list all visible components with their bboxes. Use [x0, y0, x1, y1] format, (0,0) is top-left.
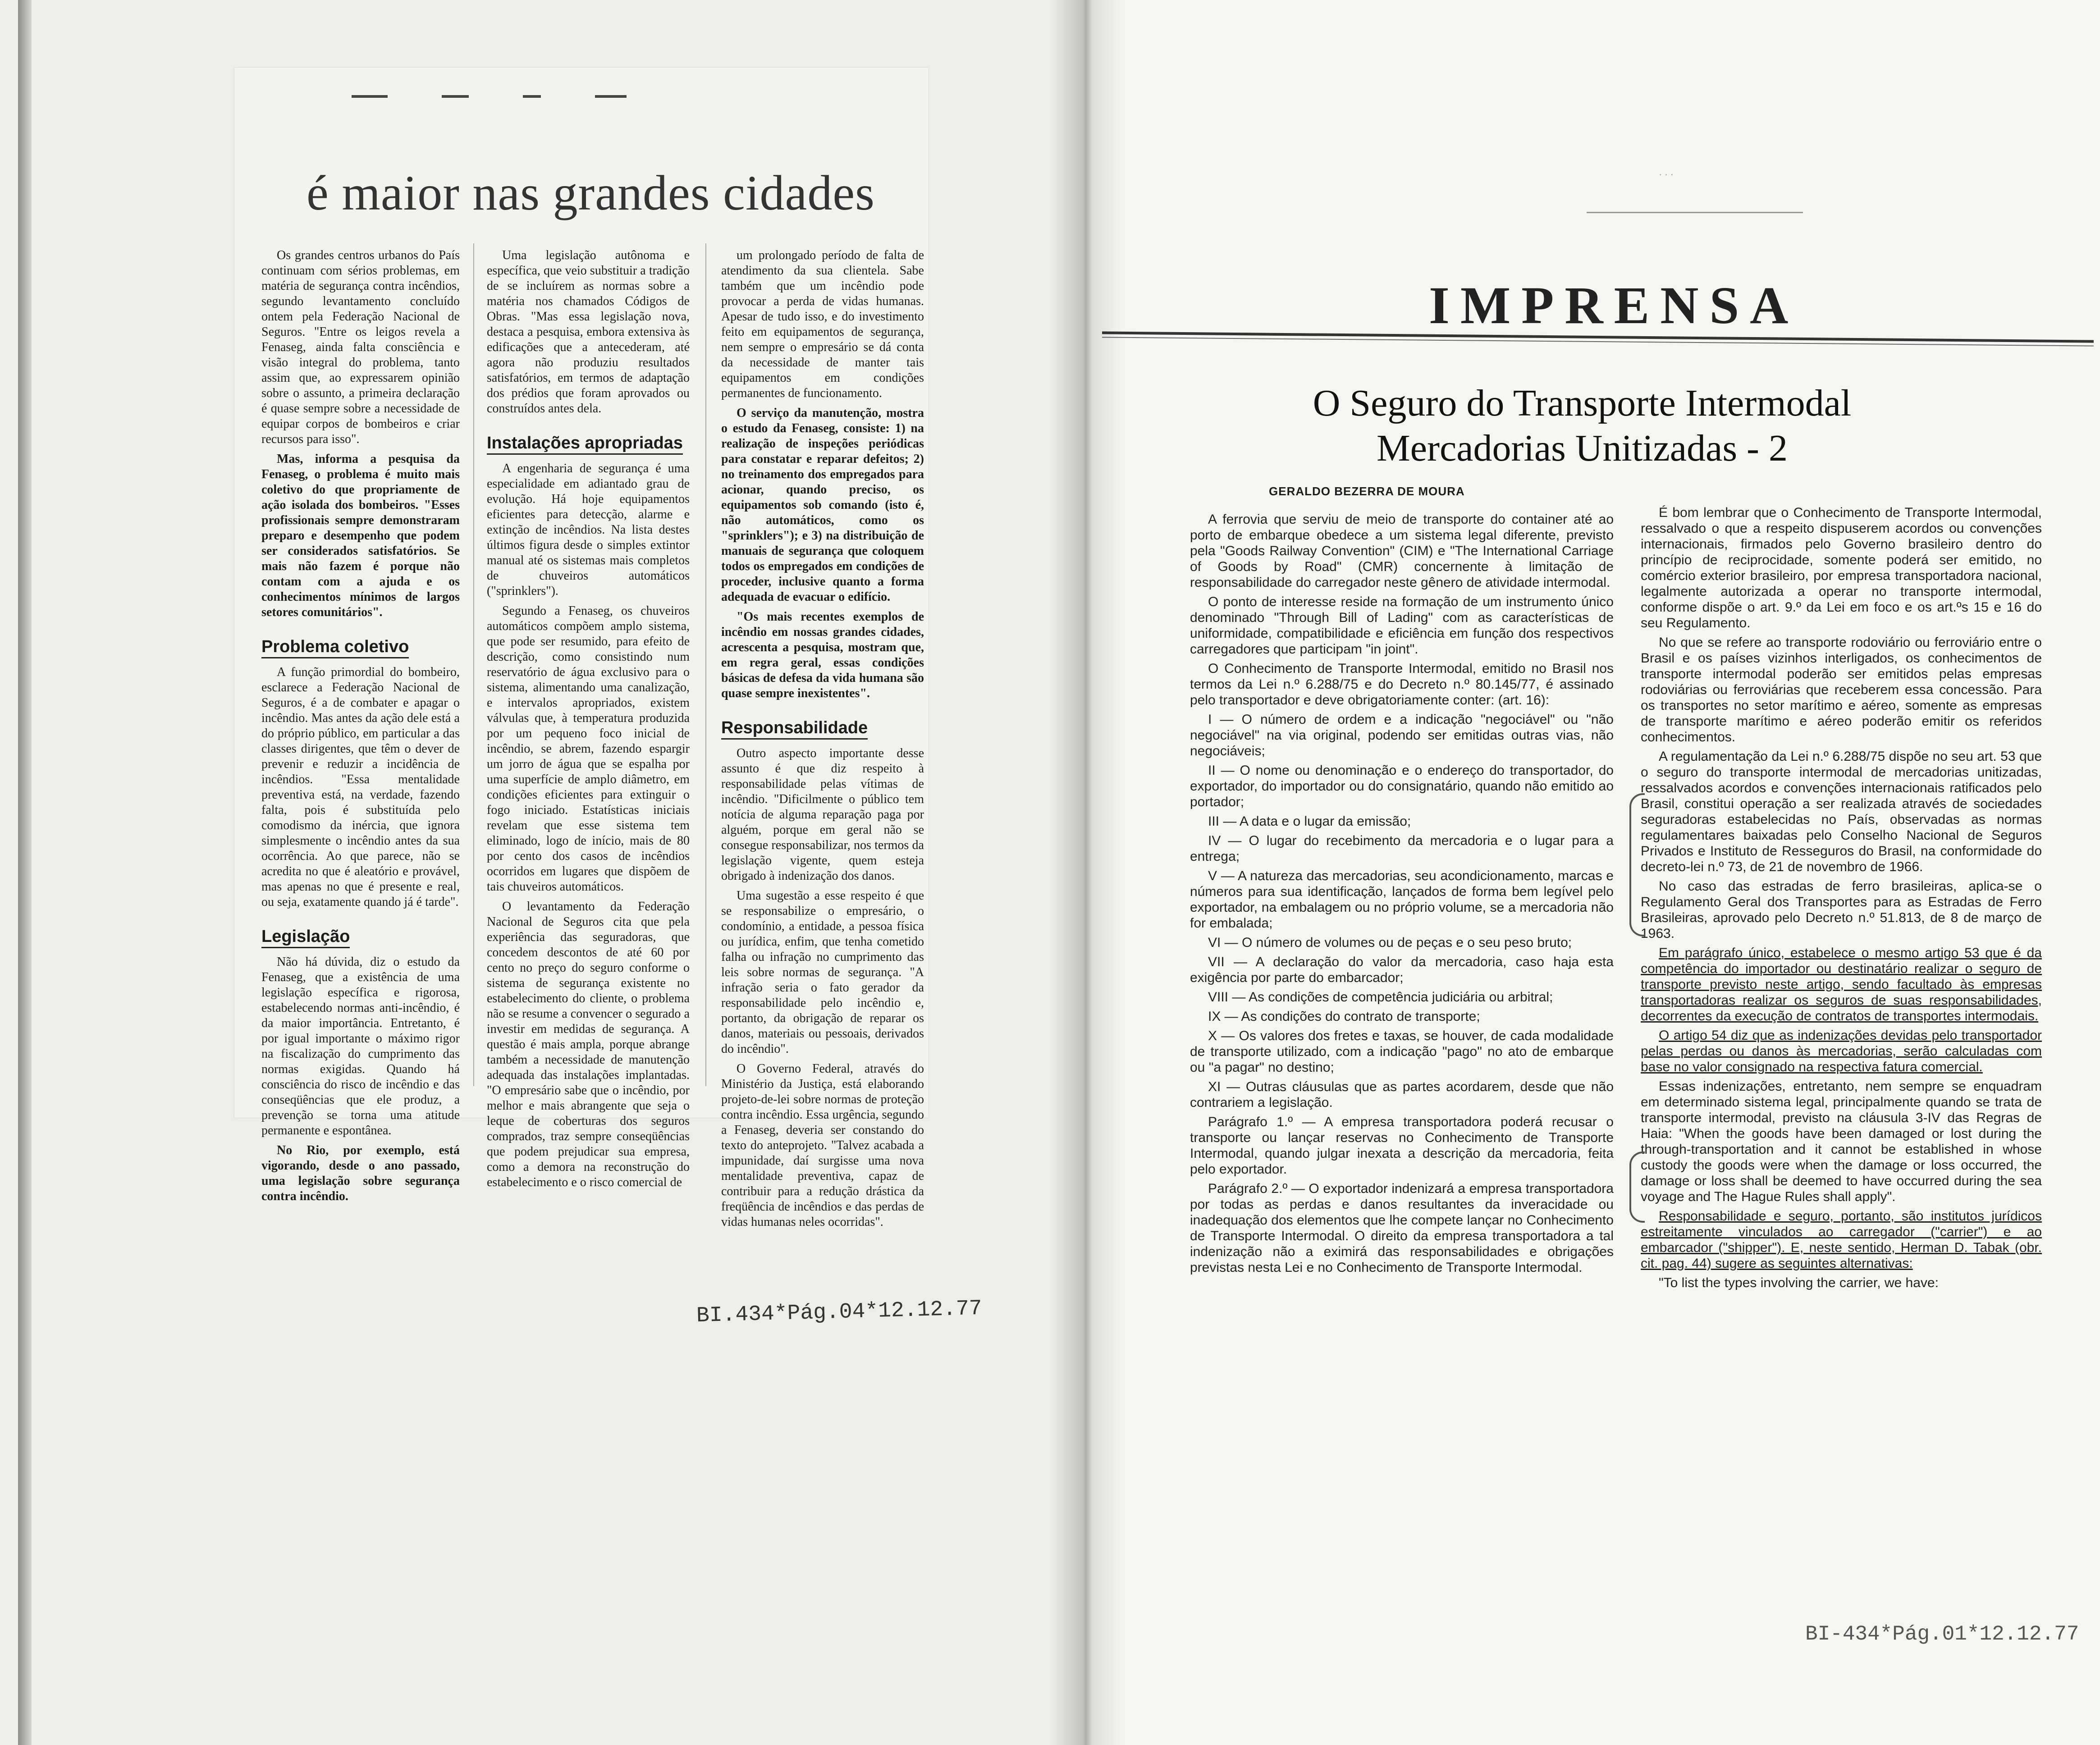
paragraph: "To list the types involving the carrier, we have: — [1659, 1275, 1939, 1290]
paragraph: um prolongado período de falta de atendimento da sua clientela. Sabe também que um incêndio pode provocar a perda de vidas humanas. Apesar de tudo isso, e do investimento feito em equipamentos de segurança, nem sempre o empresário se dá conta da necessidade de manter tais equipamentos em condições permanentes de funcionamento. — [721, 248, 924, 400]
paragraph: No caso das estradas de ferro brasileiras, aplica-se o Regulamento Geral dos Transportes para as Estradas de Ferro Brasileiras, aprovado pelo Decreto n.º 51.813, de 8 de março de 1963. — [1641, 879, 2042, 941]
article-headline — [1267, 381, 1898, 471]
paragraph: "Os mais recentes exemplos de incêndio em nossas grandes cidades, acrescenta a pesquisa, mostram que, em regra geral, essas condições básicas de defesa da vida humana são quase sempre inexistentes". — [721, 610, 924, 700]
paragraph: É bom lembrar que o Conhecimento de Transporte Intermodal, ressalvado o que a respeito dispuserem acordos ou convenções internacionais, firmados pelo Governo brasileiro dentro do princípio de reciprocidade, somente poderá ser emitido, no comércio exterior brasileiro, por empresa transportadora nacional, legalmente autorizada a operar no transporte intermodal, conforme dispõe o art. 9.º da Lei em foco e os art.ºs 15 e 16 do seu Regulamento. — [1641, 505, 2042, 630]
section-title: IMPRENSA — [1429, 276, 1799, 335]
margin-bracket-mark — [1629, 1151, 1645, 1223]
paragraph: Mas, informa a pesquisa da Fenaseg, o problema é muito mais coletivo do que propriamente de ação isolada dos bombeiros. "Esses profissionais sempre demonstraram preparo e desempenho que podem ser considerados satisfatórios. Se mais não fazem é porque não contam com a ajuda e os conhecimentos mínimos de largos setores comunitários". — [261, 452, 460, 619]
column-rule — [705, 243, 706, 1086]
paragraph: No Rio, por exemplo, está vigorando, desde o ano passado, uma legislação sobre segurança contra incêndio. — [261, 1143, 460, 1203]
list-item: VIII — As condições de competência judiciária ou arbitral; — [1208, 990, 1553, 1005]
list-item: III — A data e o lugar da emissão; — [1208, 814, 1411, 829]
subheading: Legislação — [261, 926, 350, 948]
article-column-right — [1641, 505, 2042, 1294]
paragraph: A regulamentação da Lei n.º 6.288/75 dispõe no seu art. 53 que o seguro do transporte intermodal de mercadorias unitizadas, ressalvados acordos e convenções internacionais ratificados pelo Brasil, constitui operação a ser realizada através de sociedades seguradoras estabelecidas no País, observadas as normas regulamentares baixadas pelo Conselho Nacional de Seguros Privados e Instituto de Resseguros do Brasil, na conformidade do decreto-lei n.º 73, de 21 de novembro de 1966. — [1641, 749, 2042, 874]
article-column-2 — [487, 248, 690, 1195]
subheading: Problema coletivo — [261, 636, 409, 658]
paragraph: O Governo Federal, através do Ministério da Justiça, está elaborando projeto-de-lei sobre normas de proteção contra incêndio. Essa urgência, segundo a Fenaseg, deveria ser constando do texto do anteprojeto. "Talvez acabada a impunidade, daí surgisse uma nova mentalidade preventiva, capaz de contribuir para a redução drástica da freqüência de incêndios e das perdas de vidas humanas neles ocorridas". — [721, 1062, 924, 1229]
paragraph: Os grandes centros urbanos do País continuam com sérios problemas, em matéria de segurança contra incêndios, segundo levantamento concluído ontem pela Federação Nacional de Seguros. "Entre os leigos revela a Fenaseg, ainda falta consciência e visão integral do problema, tanto assim que, ao expressarem opinião sobre o assunto, a primeira declaração é quase sempre sobre a necessidade de equipar corpos de bombeiros e criar recursos para isso". — [261, 248, 460, 446]
paragraph: O serviço da manutenção, mostra o estudo da Fenaseg, consiste: 1) na realização de inspeções periódicas para constatar e reparar defeitos; 2) no treinamento dos empregados para acionar, quando preciso, os equipamentos sob comando (isto é, não automáticos, como os "sprinklers"); e 3) na distribuição de manuais de segurança que coloquem todos os empregados em condições de proceder, inclusive quanto a forma adequada de evacuar o edifício. — [721, 406, 924, 604]
underlined-paragraph: Responsabilidade e seguro, portanto, são institutos jurídicos estreitamente vinculados ao carregador ("carrier") e ao embarcador ("shipper"). E, neste sentido, Herman D. Tabak (obr. cit. pag. 44) sugere as seguintes alternativas: — [1641, 1209, 2042, 1271]
list-item: IX — As condições do contrato de transporte; — [1208, 1009, 1480, 1024]
clipping-headline: é maior nas grandes cidades — [307, 165, 875, 220]
column-rule — [473, 243, 474, 1086]
paragraph: Uma legislação autônoma e específica, que veio substituir a tradição de se incluírem as normas sobre a matéria nos chamados Códigos de Obras. "Mas essa legislação nova, destaca a pesquisa, embora extensiva às edificações que a antecederam, até agora não produziu resultados satisfatórios, em termos de adaptação dos prédios que foram aprovados ou construídos antes dela. — [487, 248, 690, 416]
article-column-3 — [721, 248, 924, 1234]
paragraph: Não há dúvida, diz o estudo da Fenaseg, que a existência de uma legislação específica e rigorosa, estabelecendo normas anti-incêndio, é da maior importância. Entretanto, é por igual importante o máximo rigor na fiscalização do cumprimento das normas exigidas. Quando há consciência do risco de incêndio e das conseqüências que ele produz, a prevenção se torna uma atitude permanente e espontânea. — [261, 955, 460, 1137]
binding-edge — [18, 0, 32, 1745]
subheading: Responsabilidade — [721, 717, 868, 740]
paragraph: O Conhecimento de Transporte Intermodal, emitido no Brasil nos termos da Lei n.º 6.288/75 e do Decreto n.º 80.145/77, é assinado pelo transportador e deve obrigatoriamente conter: (art. 16): — [1190, 661, 1614, 708]
paragraph: No que se refere ao transporte rodoviário ou ferroviário entre o Brasil e os países vizinhos interligados, os conhecimentos de transporte intermodal poderão ser emitidos pelas empresas rodoviárias ou ferroviárias que receberem essa concessão. Para os transportes no setor marítimo e aéreo, somente as empresas de transporte marítimo e aéreo poderão emitir os referidos conhecimentos. — [1641, 635, 2042, 745]
faded-mark: · · · — [1659, 169, 1674, 180]
author-byline: GERALDO BEZERRA DE MOURA — [1269, 484, 1465, 498]
list-item: XI — Outras cláusulas que as partes acordarem, desde que não contrariem a legislação. — [1190, 1079, 1614, 1110]
article-column-left — [1190, 512, 1614, 1279]
headline-line-2: Mercadorias Unitizadas - 2 — [1377, 427, 1788, 469]
faded-rule — [1587, 212, 1803, 213]
torn-headline-remnant — [352, 92, 802, 105]
right-page — [1086, 0, 2100, 1745]
paragraph: O ponto de interesse reside na formação de um instrumento único denominado "Through Bill of Lading" com as características de uniformidade, compatibilidade e eficiência em função dos respectivos carregadores que participam "in joint". — [1190, 594, 1614, 657]
newspaper-clipping-fire-safety — [234, 68, 929, 1229]
subheading: Instalações apropriadas — [487, 433, 683, 455]
paragraph: A função primordial do bombeiro, esclarece a Federação Nacional de Seguros, é a de combater e apagar o incêndio. Mas antes da ação dele está a do próprio público, em particular a das classes dirigentes, que têm o dever de prevenir e reduzir a incidência de incêndios. "Essa mentalidade preventiva está, na verdade, fazendo falta, pois é substituída pelo comodismo da inércia, que ignora simplesmente o incêndio antes da sua ocorrência. Ao que parece, não se acredita no que é aleatório e provável, mas apenas no que é presente e real, ou seja, exatamente quando já é tarde". — [261, 665, 460, 909]
page-footer-reference: BI.434*Pág.04*12.12.77 — [696, 1296, 983, 1329]
paragraph: A ferrovia que serviu de meio de transporte do container até ao porto de embarque obedece a um sistema legal diferente, previsto pela "Goods Railway Convention" (CIM) e "The International Carriage of Goods by Road" (CMR) concernente à limitação de responsabilidade do carregador neste gênero de atividade intermodal. — [1190, 512, 1614, 590]
paragraph: Parágrafo 2.º — O exportador indenizará a empresa transportadora por todas as perdas e danos resultantes da inveracidade ou inadequação dos elementos que lhe compete lançar no Conhecimento de Transporte Intermodal. O direito da empresa transportadora a tal indenização não a eximirá das responsabilidades e obrigações previstas nesta Lei e no Conhecimento de Transporte Intermodal. — [1190, 1181, 1614, 1275]
underlined-paragraph: O artigo 54 diz que as indenizações devidas pelo transportador pelas perdas ou danos às mercadorias, serão calculadas com base no valor consignado na respectiva fatura comercial. — [1641, 1028, 2042, 1074]
underlined-paragraph: Em parágrafo único, estabelece o mesmo artigo 53 que é da competência do importador ou destinatário realizar o seguro de transporte previsto neste artigo, sendo facultado às empresas transportadoras realizar os seguros de suas responsabilidades, decorrentes da execução de contratos de transportes intermodais. — [1641, 946, 2042, 1023]
paragraph: Outro aspecto importante desse assunto é que diz respeito à responsabilidade pelas vítimas de incêndio. "Dificilmente o público tem notícia de alguma reparação paga por alguém, porque em geral não se consegue responsabilizar, nos termos da legislação vigente, quem esteja obrigado à indenização dos danos. — [721, 746, 924, 883]
list-item: V — A natureza das mercadorias, seu acondicionamento, marcas e números para sua identificação, lançados de forma bem legível pelo exportador, na embalagem ou no próprio volume, se a mercadoria não for embalada; — [1190, 868, 1614, 931]
paragraph: Essas indenizações, entretanto, nem sempre se enquadram em determinado sistema legal, principalmente quando se trata de transporte intermodal, previsto na cláusula 3-IV das Regras de Haia: "When the goods have been damaged or lost during the through-transportation and it cannot be established in whose custody the goods were when the damage or loss occurred, the damage or loss shall be deemed to have occurred during the sea voyage and The Hague Rules shall apply". — [1641, 1079, 2042, 1204]
paragraph: Uma sugestão a esse respeito é que se responsabilize o empresário, o condomínio, a entidade, a pessoa física ou jurídica, enfim, que tenha cometido falha ou infração no cumprimento das leis sobre normas de segurança. "A infração seria o fato gerador da responsabilidade pelo incêndio e, portanto, da obrigação de reparar os danos, materiais ou pessoais, derivados do incêndio". — [721, 889, 924, 1056]
headline-line-1: O Seguro do Transporte Intermodal — [1313, 382, 1852, 424]
list-item: IV — O lugar do recebimento da mercadoria e o lugar para a entrega; — [1190, 833, 1614, 864]
paragraph: A engenharia de segurança é uma especialidade em adiantado grau de evolução. Há hoje equipamentos eficientes para detecção, alarme e extinção de incêndios. Na lista destes últimos figura desde o simples extintor manual até os sistemas mais completos de chuveiros automáticos ("sprinklers"). — [487, 461, 690, 598]
list-item: I — O número de ordem e a indicação "negociável" ou "não negociável" na via original, podendo ser emitidas outras vias, não negociáveis; — [1190, 712, 1614, 758]
paragraph: O levantamento da Federação Nacional de Seguros cita que pela experiência das seguradoras, que concedem descontos de até 60 por cento no preço do seguro conforme o sistema de segurança existente no estabelecimento do cliente, o problema não se resume a convencer o segurado a investir em medidas de segurança. A questão é mais ampla, porque abrange também a necessidade de manutenção adequada das instalações implantadas. "O empresário sabe que o incêndio, por melhor e mais abrangente que seja o leque de coberturas dos seguros comprados, traz sempre conseqüências que podem prejudicar sua empresa, como a demora na reconstrução do estabelecimento e o risco comercial de — [487, 900, 690, 1189]
article-column-1 — [261, 248, 460, 1209]
list-item: II — O nome ou denominação e o endereço do transportador, do exportador, do importador ou do consignatário, quando não emitido ao portador; — [1190, 763, 1614, 809]
margin-bracket-mark — [1629, 793, 1645, 936]
list-item: VI — O número de volumes ou de peças e o seu peso bruto; — [1208, 935, 1572, 950]
book-gutter-shadow — [1050, 0, 1122, 1745]
paragraph: Parágrafo 1.º — A empresa transportadora poderá recusar o transporte ou lançar reservas no Conhecimento de Transporte Intermodal, quando julgar inexata a descrição da mercadoria, feita pelo exportador. — [1190, 1115, 1614, 1177]
page-footer-reference: BI-434*Pág.01*12.12.77 — [1805, 1622, 2079, 1646]
list-item: X — Os valores dos fretes e taxas, se houver, de cada modalidade de transporte utilizado, com a indicação "pago" no ato de embarque ou "a pagar" no destino; — [1190, 1028, 1614, 1075]
list-item: VII — A declaração do valor da mercadoria, caso haja esta exigência por parte do embarcador; — [1190, 955, 1614, 985]
paragraph: Segundo a Fenaseg, os chuveiros automáticos compõem amplo sistema, que pode ser resumido, para efeito de descrição, como consistindo num reservatório de água exclusivo para o sistema, alimentando uma canalização, e intervalos apropriados, existem válvulas que, à temperatura produzida por um pequeno foco inicial de incêndio, se abrem, fazendo espargir um jorro de água que se espalha por uma superfície de amplo diâmetro, em condições eficientes para extinguir o fogo iniciado. Estatísticas iniciais revelam que esse sistema tem eliminado, logo de início, mais de 80 por cento dos casos de incêndios ocorridos em lugares que dispõem de tais chuveiros automáticos. — [487, 604, 690, 894]
